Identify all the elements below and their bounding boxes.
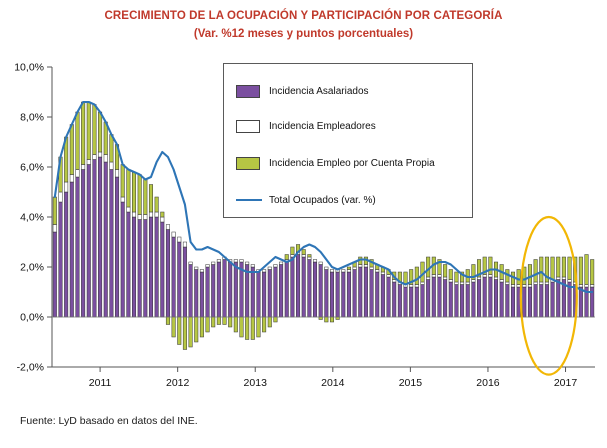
y-tick-label: 2,0% <box>20 261 44 274</box>
bar-segment <box>121 202 125 317</box>
bar-segment <box>483 277 487 317</box>
bar-segment <box>76 177 80 317</box>
bar-segment <box>466 285 470 318</box>
bar-segment <box>127 212 131 317</box>
bar-segment <box>302 250 306 255</box>
bar-segment <box>585 255 589 285</box>
bar-segment <box>104 155 108 163</box>
bar-segment <box>115 177 119 317</box>
bar-segment <box>64 192 68 317</box>
bar-segment <box>308 257 312 260</box>
bar-segment <box>387 275 391 278</box>
bar-segment <box>217 317 221 325</box>
bar-segment <box>189 262 193 265</box>
legend-item-asalariados <box>236 81 369 101</box>
bar-segment <box>364 265 368 268</box>
bar-segment <box>211 265 215 318</box>
legend-label-empleadores: Incidencia Empleadores <box>269 120 376 132</box>
bar-segment <box>353 270 357 318</box>
bar-segment <box>262 317 266 332</box>
bar-segment <box>313 260 317 263</box>
bar-segment <box>534 285 538 318</box>
bar-segment <box>438 277 442 317</box>
bar-segment <box>302 255 306 258</box>
x-tick-label: 2017 <box>553 377 578 389</box>
bar-segment <box>206 317 210 332</box>
bar-segment <box>308 255 312 258</box>
legend-swatch-empleadores <box>236 120 260 133</box>
bar-segment <box>211 317 215 327</box>
bar-segment <box>347 270 351 273</box>
bar-segment <box>183 317 187 350</box>
bar-segment <box>70 175 74 183</box>
bar-segment <box>432 275 436 278</box>
bar-segment <box>81 170 85 318</box>
bar-segment <box>245 262 249 265</box>
bar-segment <box>342 272 346 317</box>
bar-segment <box>155 197 159 212</box>
bar-segment <box>409 287 413 317</box>
bar-segment <box>291 257 295 317</box>
bar-segment <box>189 317 193 347</box>
bar-segment <box>347 272 351 317</box>
bar-segment <box>472 280 476 283</box>
bar-segment <box>494 280 498 318</box>
bar-segment <box>285 262 289 317</box>
bar-segment <box>556 280 560 318</box>
bar-segment <box>511 285 515 288</box>
bar-segment <box>460 285 464 318</box>
bar-segment <box>364 267 368 317</box>
bar-segment <box>449 270 453 280</box>
y-tick-label: 4,0% <box>20 211 44 224</box>
bar-segment <box>392 282 396 317</box>
source-note: Fuente: LyD basado en datos del INE. <box>20 415 198 427</box>
bar-segment <box>138 175 142 215</box>
bar-segment <box>155 212 159 217</box>
bar-segment <box>460 282 464 285</box>
bar-segment <box>228 262 232 317</box>
bar-segment <box>178 237 182 242</box>
bar-segment <box>98 152 102 157</box>
bar-segment <box>70 125 74 175</box>
bar-segment <box>342 270 346 273</box>
bar-segment <box>87 165 91 318</box>
bar-segment <box>285 255 289 260</box>
y-tick-label: -2,0% <box>16 361 44 374</box>
bar-segment <box>330 317 334 322</box>
bar-segment <box>319 262 323 265</box>
bar-segment <box>551 282 555 317</box>
bar-segment <box>302 257 306 317</box>
bar-segment <box>251 265 255 268</box>
bar-segment <box>556 257 560 277</box>
bar-segment <box>223 317 227 325</box>
chart-subtitle: (Var. %12 meses y puntos porcentuales) <box>193 28 414 40</box>
bar-segment <box>579 285 583 288</box>
bar-segment <box>127 170 131 208</box>
bar-segment <box>262 272 266 317</box>
bar-segment <box>132 217 136 317</box>
bar-segment <box>562 277 566 280</box>
bar-segment <box>466 282 470 285</box>
bar-segment <box>234 260 238 263</box>
bar-segment <box>523 287 527 317</box>
bar-segment <box>240 260 244 263</box>
bar-segment <box>568 257 572 280</box>
bar-segment <box>517 270 521 285</box>
x-tick-label: 2015 <box>398 377 423 389</box>
bar-segment <box>251 267 255 317</box>
bar-segment <box>110 162 114 170</box>
bar-segment <box>274 265 278 268</box>
legend-item-total-ocupados <box>236 190 376 210</box>
chart-title-block <box>0 8 607 42</box>
bar-segment <box>421 262 425 282</box>
bar-segment <box>556 277 560 280</box>
bar-segment <box>313 262 317 317</box>
bar-segment <box>194 317 198 342</box>
bar-segment <box>234 317 238 332</box>
bar-segment <box>392 280 396 283</box>
bar-segment <box>426 257 430 277</box>
bar-segment <box>274 267 278 317</box>
bar-segment <box>240 317 244 337</box>
bar-segment <box>206 267 210 317</box>
bar-segment <box>506 282 510 285</box>
bar-segment <box>511 287 515 317</box>
bar-segment <box>194 270 198 318</box>
bar-segment <box>183 247 187 317</box>
bar-segment <box>325 267 329 270</box>
bar-segment <box>336 272 340 317</box>
bar-segment <box>279 265 283 318</box>
bar-segment <box>330 272 334 317</box>
bar-segment <box>59 192 63 202</box>
bar-segment <box>132 212 136 217</box>
bar-segment <box>217 262 221 317</box>
bar-segment <box>93 160 97 318</box>
bar-segment <box>268 317 272 327</box>
bar-segment <box>528 287 532 317</box>
bar-segment <box>455 285 459 318</box>
y-tick-label: 0,0% <box>20 311 44 324</box>
bar-segment <box>494 277 498 280</box>
bar-segment <box>245 317 249 340</box>
bar-segment <box>375 270 379 273</box>
bar-segment <box>211 262 215 265</box>
bar-segment <box>166 230 170 318</box>
bar-segment <box>528 265 532 285</box>
bar-segment <box>121 165 125 198</box>
bar-segment <box>64 182 68 192</box>
bar-segment <box>540 285 544 318</box>
bar-segment <box>540 282 544 285</box>
bar-segment <box>455 272 459 282</box>
bar-segment <box>449 282 453 317</box>
legend-item-cuenta-propia <box>236 153 435 173</box>
bar-segment <box>359 265 363 268</box>
bar-segment <box>104 162 108 317</box>
bar-segment <box>53 225 57 233</box>
bar-segment <box>132 172 136 212</box>
bar-segment <box>409 285 413 288</box>
bar-segment <box>562 257 566 277</box>
bar-segment <box>330 270 334 273</box>
bar-segment <box>155 217 159 317</box>
bar-segment <box>279 262 283 265</box>
bar-segment <box>149 185 153 213</box>
bar-segment <box>274 317 278 322</box>
bar-segment <box>149 217 153 317</box>
bar-segment <box>228 317 232 327</box>
bar-segment <box>590 285 594 288</box>
bar-segment <box>375 272 379 317</box>
bar-segment <box>257 272 261 317</box>
bar-segment <box>200 317 204 337</box>
bar-segment <box>53 197 57 225</box>
bar-segment <box>70 182 74 317</box>
bar-segment <box>98 112 102 152</box>
bar-segment <box>178 317 182 345</box>
bar-segment <box>200 270 204 273</box>
bar-segment <box>189 265 193 318</box>
bar-segment <box>500 280 504 283</box>
bar-segment <box>76 112 80 170</box>
bar-segment <box>87 102 91 160</box>
bar-segment <box>200 272 204 317</box>
x-tick-label: 2013 <box>243 377 267 389</box>
bar-segment <box>268 270 272 318</box>
bar-segment <box>545 282 549 285</box>
bar-segment <box>59 202 63 317</box>
bar-segment <box>370 267 374 270</box>
bar-segment <box>172 232 176 237</box>
bar-segment <box>415 287 419 317</box>
bar-segment <box>426 280 430 318</box>
bar-segment <box>325 270 329 318</box>
legend-swatch-cuenta-propia <box>236 157 260 170</box>
bar-segment <box>381 275 385 318</box>
bar-segment <box>81 102 85 165</box>
bar-segment <box>398 285 402 318</box>
bar-segment <box>455 282 459 285</box>
legend-swatch-asalariados <box>236 85 260 98</box>
bar-segment <box>590 260 594 285</box>
bar-segment <box>149 212 153 217</box>
bar-segment <box>415 285 419 288</box>
bar-segment <box>115 170 119 178</box>
bar-segment <box>443 280 447 318</box>
bar-segment <box>523 285 527 288</box>
bar-segment <box>545 285 549 318</box>
bar-segment <box>144 220 148 318</box>
bar-segment <box>262 270 266 273</box>
bar-segment <box>506 285 510 318</box>
bar-segment <box>178 242 182 317</box>
bar-segment <box>223 260 227 318</box>
chart-title: CRECIMIENTO DE LA OCUPACIÓN Y PARTICIPACIÓN POR CATEGORÍA <box>104 10 503 22</box>
y-tick-label: 6,0% <box>20 161 44 174</box>
bar-segment <box>415 267 419 285</box>
bar-segment <box>443 277 447 280</box>
bar-segment <box>291 247 295 255</box>
x-tick-label: 2014 <box>321 377 345 389</box>
bar-segment <box>404 272 408 285</box>
bar-segment <box>472 282 476 317</box>
legend-label-cuenta-propia: Incidencia Empleo por Cuenta Propia <box>269 157 435 169</box>
bar-segment <box>172 237 176 317</box>
bar-segment <box>110 170 114 318</box>
bar-segment <box>528 285 532 288</box>
legend-item-empleadores <box>236 116 376 136</box>
bar-segment <box>534 260 538 283</box>
bar-segment <box>319 265 323 318</box>
bar-segment <box>404 287 408 317</box>
bar-segment <box>87 160 91 165</box>
bar-segment <box>534 282 538 285</box>
bar-segment <box>353 267 357 270</box>
bar-segment <box>161 217 165 222</box>
bar-segment <box>489 277 493 317</box>
bar-segment <box>483 275 487 278</box>
chart-legend <box>223 63 473 218</box>
x-tick-label: 2011 <box>88 377 112 389</box>
y-tick-label: 10,0% <box>14 61 44 74</box>
bar-segment <box>325 317 329 322</box>
bar-segment <box>93 155 97 160</box>
bar-segment <box>381 272 385 275</box>
x-tick-label: 2016 <box>476 377 500 389</box>
legend-label-asalariados: Incidencia Asalariados <box>269 85 369 97</box>
bar-segment <box>438 275 442 278</box>
bar-segment <box>421 285 425 318</box>
bar-segment <box>551 257 555 280</box>
bar-segment <box>426 277 430 280</box>
bar-segment <box>206 265 210 268</box>
bar-segment <box>296 255 300 318</box>
bar-segment <box>579 257 583 285</box>
bar-segment <box>144 215 148 220</box>
bar-segment <box>183 242 187 247</box>
bar-segment <box>308 260 312 318</box>
bar-segment <box>194 267 198 270</box>
bar-segment <box>500 282 504 317</box>
bar-segment <box>93 105 97 155</box>
bar-segment <box>585 285 589 288</box>
bar-segment <box>81 165 85 170</box>
bar-segment <box>540 257 544 282</box>
bar-segment <box>257 317 261 337</box>
bar-segment <box>161 222 165 317</box>
bar-segment <box>477 280 481 318</box>
bar-segment <box>347 267 351 270</box>
bar-segment <box>477 277 481 280</box>
bar-segment <box>172 317 176 337</box>
bar-segment <box>489 257 493 275</box>
bar-segment <box>432 277 436 317</box>
bar-segment <box>166 317 170 325</box>
bar-segment <box>449 280 453 283</box>
bar-segment <box>387 277 391 317</box>
bar-segment <box>121 197 125 202</box>
legend-label-total-ocupados: Total Ocupados (var. %) <box>269 194 376 206</box>
bar-segment <box>161 212 165 217</box>
bar-segment <box>217 260 221 263</box>
bar-segment <box>138 215 142 220</box>
bar-segment <box>138 220 142 318</box>
bar-segment <box>53 232 57 317</box>
bar-segment <box>443 265 447 278</box>
bar-segment <box>489 275 493 278</box>
bar-segment <box>421 282 425 285</box>
bar-segment <box>234 262 238 317</box>
bar-segment <box>579 287 583 317</box>
y-tick-label: 8,0% <box>20 111 44 124</box>
bar-segment <box>268 267 272 270</box>
x-tick-label: 2012 <box>165 377 190 389</box>
bar-segment <box>251 317 255 340</box>
bar-segment <box>127 207 131 212</box>
bar-segment <box>568 280 572 283</box>
bar-segment <box>76 170 80 178</box>
bar-segment <box>98 157 102 317</box>
legend-swatch-total-ocupados <box>236 199 262 201</box>
bar-segment <box>359 267 363 317</box>
bar-segment <box>144 180 148 215</box>
bar-segment <box>166 225 170 230</box>
bar-segment <box>370 270 374 318</box>
